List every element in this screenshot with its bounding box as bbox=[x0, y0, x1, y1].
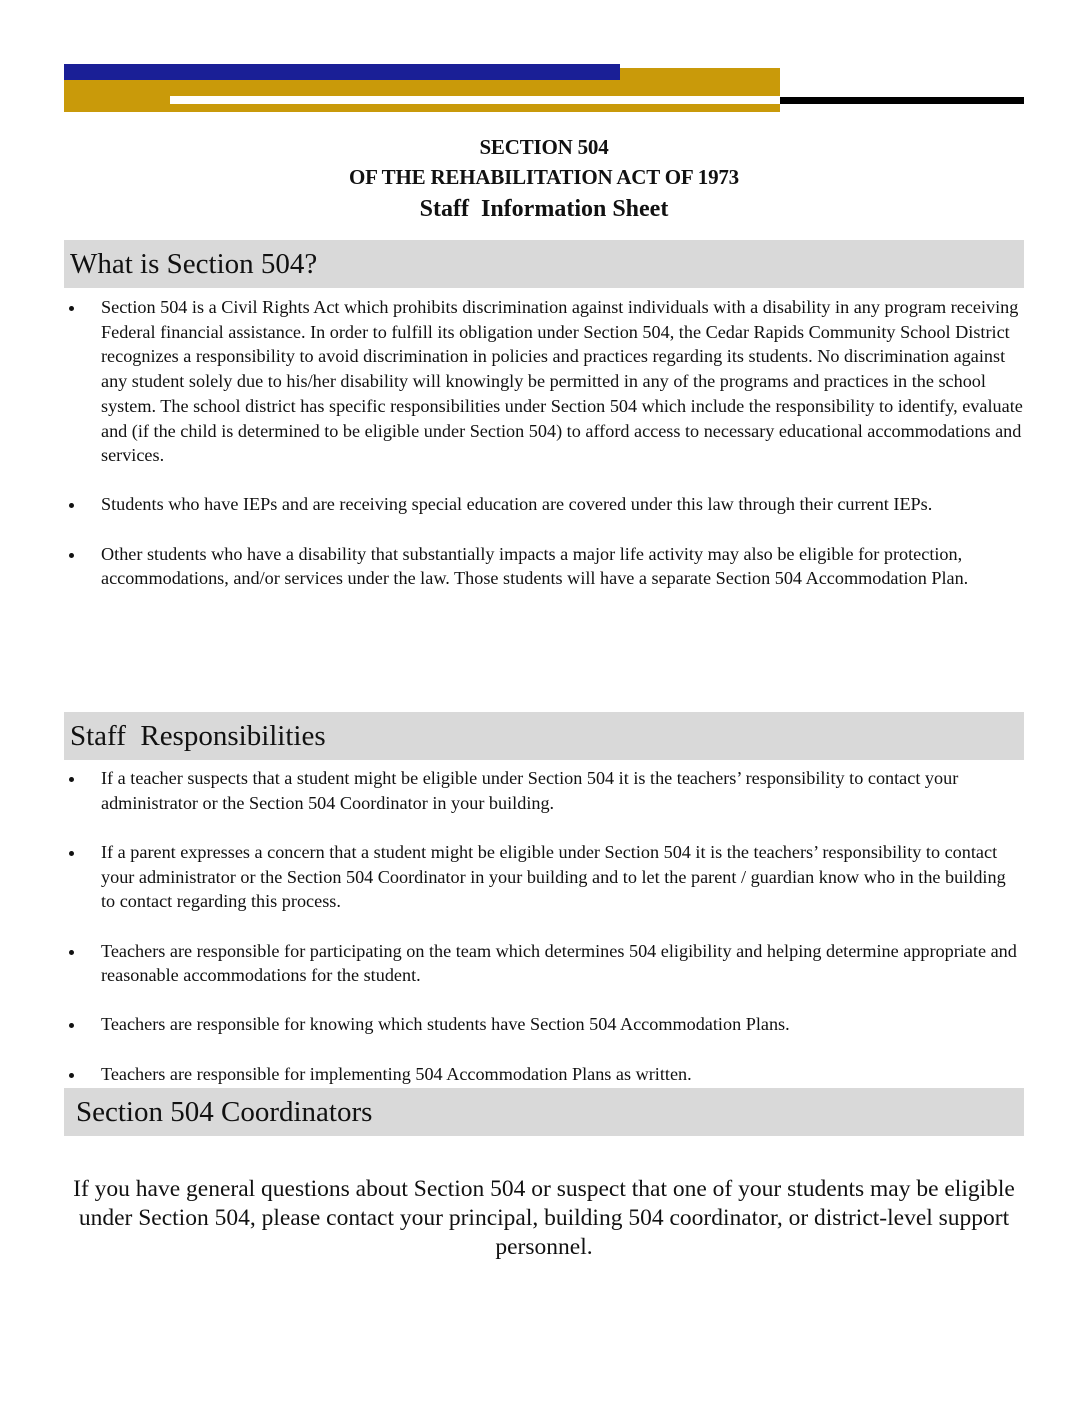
what-is-504-list bbox=[64, 295, 1024, 616]
list-item: Other students who have a disability that substantially impacts a major life activity may also be eligible for protection, accommodations, and/or services under the law. Those students will have a separate Section 504 Accommodation Plan. bbox=[64, 542, 1024, 591]
bullet-icon bbox=[69, 306, 74, 311]
list-item: Teachers are responsible for knowing which students have Section 504 Accommodation Plans. bbox=[64, 1012, 1024, 1037]
section-heading-coordinators: Section 504 Coordinators bbox=[64, 1088, 1024, 1136]
list-item: Teachers are responsible for implementing 504 Accommodation Plans as written. bbox=[64, 1062, 1024, 1087]
bullet-icon bbox=[69, 851, 74, 856]
section-heading-what-is-504: What is Section 504? bbox=[64, 240, 1024, 288]
title-line-2: OF THE REHABILITATION ACT OF 1973 bbox=[349, 165, 739, 189]
list-item: Teachers are responsible for participating on the team which determines 504 eligibility and helping determine appropriate and reasonable accommodations for the student. bbox=[64, 939, 1024, 988]
coordinators-contact-text: If you have general questions about Section 504 or suspect that one of your students may be eligible under Section 504, please contact your principal, building 504 coordinator, or district-level support personnel. bbox=[73, 1176, 1015, 1260]
section-heading-staff-responsibilities: Staff Responsibilities bbox=[64, 712, 1024, 760]
list-item: Students who have IEPs and are receiving special education are covered under this law through their current IEPs. bbox=[64, 492, 1024, 517]
bullet-icon bbox=[69, 1023, 74, 1028]
bullet-icon bbox=[69, 503, 74, 508]
bullet-icon bbox=[69, 777, 74, 782]
header-black-rule bbox=[780, 97, 1024, 104]
bullet-icon bbox=[69, 553, 74, 558]
staff-responsibilities-list bbox=[64, 766, 1024, 1111]
list-item: If a teacher suspects that a student might be eligible under Section 504 it is the teachers’ responsibility to contact your administrator or the Section 504 Coordinator in your building. bbox=[64, 766, 1024, 815]
header-white-rule bbox=[170, 96, 780, 104]
list-item: Section 504 is a Civil Rights Act which prohibits discrimination against individuals with a disability in any program receiving Federal financial assistance. In order to fulfill its obligation under Section 504, the Cedar Rapids Community School District recognizes a responsibility to avoid discrimination in policies and practices regarding its students. No discrimination against any student solely due to his/her disability will knowingly be permitted in any of the programs and practices in the school system. The school district has specific responsibilities under Section 504 which include the responsibility to identify, evaluate and (if the child is determined to be eligible under Section 504) to afford access to necessary educational accommodations and services. bbox=[64, 295, 1024, 468]
title-line-1: SECTION 504 bbox=[479, 135, 609, 159]
title-subtitle: Staff Information Sheet bbox=[419, 196, 669, 222]
header-blue-bar bbox=[64, 64, 620, 80]
document-title bbox=[0, 132, 1088, 226]
bullet-icon bbox=[69, 950, 74, 955]
bullet-icon bbox=[69, 1073, 74, 1078]
list-item: If a parent expresses a concern that a student might be eligible under Section 504 it is the teachers’ responsibility to contact your administrator or the Section 504 Coordinator in your building and to let the parent / guardian know who in the building to contact regarding this process. bbox=[64, 840, 1024, 914]
